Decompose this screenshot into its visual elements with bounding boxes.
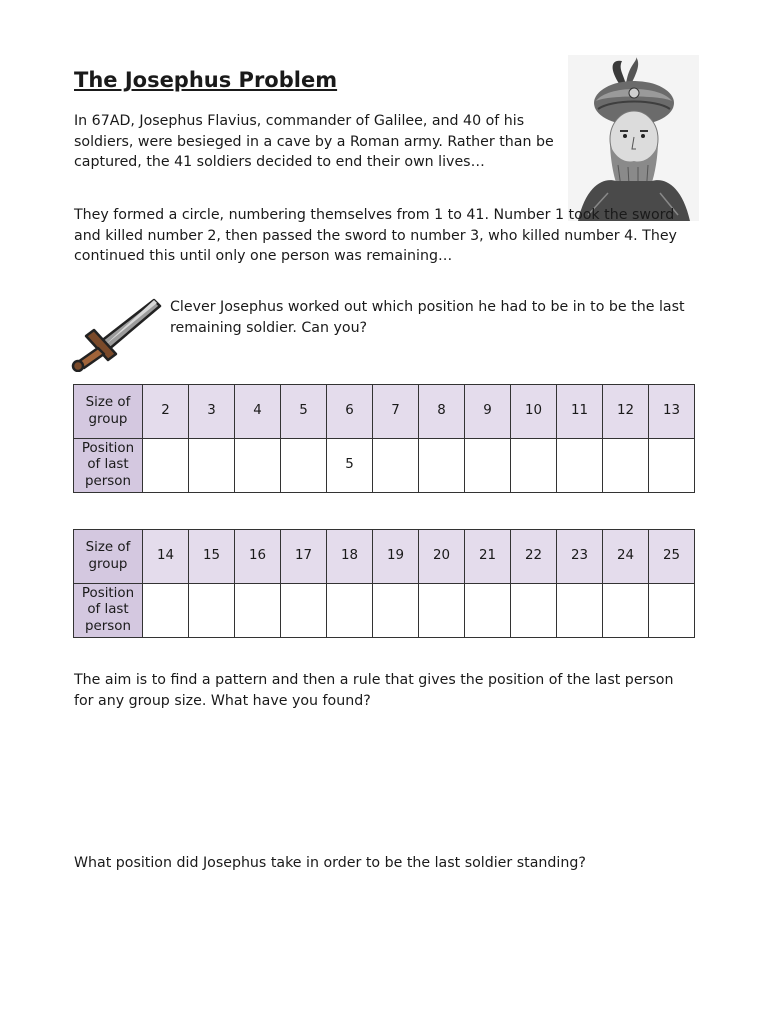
position-row xyxy=(74,439,695,493)
position-cell[interactable] xyxy=(465,439,511,493)
aim-paragraph: The aim is to find a pattern and then a rule that gives the position of the last person for any group size. What have you found? xyxy=(74,672,674,709)
position-cell[interactable] xyxy=(511,439,557,493)
page-title: The Josephus Problem xyxy=(74,68,338,92)
position-cell[interactable] xyxy=(419,439,465,493)
size-cell: 5 xyxy=(281,385,327,439)
position-cell[interactable]: 5 xyxy=(327,439,373,493)
size-row xyxy=(74,385,695,439)
position-cell[interactable] xyxy=(327,584,373,638)
size-cell: 11 xyxy=(557,385,603,439)
position-cell[interactable] xyxy=(557,584,603,638)
position-cell[interactable] xyxy=(557,439,603,493)
size-header: Size of group xyxy=(74,530,143,584)
size-cell: 13 xyxy=(649,385,695,439)
size-cell: 19 xyxy=(373,530,419,584)
size-cell: 14 xyxy=(143,530,189,584)
position-cell[interactable] xyxy=(603,584,649,638)
size-cell: 12 xyxy=(603,385,649,439)
rules-paragraph: They formed a circle, numbering themselves from 1 to 41. Number 1 took the sword and killed number 2, then passed the sword to number 3, who killed number 4. They continued this until only one person was remaining… xyxy=(74,207,677,265)
size-cell: 22 xyxy=(511,530,557,584)
size-cell: 9 xyxy=(465,385,511,439)
size-cell: 18 xyxy=(327,530,373,584)
position-cell[interactable] xyxy=(235,584,281,638)
position-header: Position of last person xyxy=(74,584,143,638)
position-cell[interactable] xyxy=(189,439,235,493)
josephus-table-1 xyxy=(73,384,695,493)
size-cell: 23 xyxy=(557,530,603,584)
position-cell[interactable] xyxy=(143,584,189,638)
size-cell: 20 xyxy=(419,530,465,584)
size-cell: 4 xyxy=(235,385,281,439)
position-cell[interactable] xyxy=(281,584,327,638)
position-cell[interactable] xyxy=(511,584,557,638)
position-cell[interactable] xyxy=(373,439,419,493)
size-header: Size of group xyxy=(74,385,143,439)
position-cell[interactable] xyxy=(235,439,281,493)
size-cell: 8 xyxy=(419,385,465,439)
challenge-paragraph: Clever Josephus worked out which position he had to be in to be the last remaining soldier. Can you? xyxy=(170,299,685,336)
size-cell: 25 xyxy=(649,530,695,584)
size-cell: 7 xyxy=(373,385,419,439)
josephus-portrait-icon xyxy=(568,55,699,221)
question-paragraph: What position did Josephus take in order to be the last soldier standing? xyxy=(74,855,586,871)
size-cell: 24 xyxy=(603,530,649,584)
position-cell[interactable] xyxy=(419,584,465,638)
size-cell: 17 xyxy=(281,530,327,584)
size-row xyxy=(74,530,695,584)
position-cell[interactable] xyxy=(373,584,419,638)
position-row xyxy=(74,584,695,638)
size-cell: 21 xyxy=(465,530,511,584)
position-cell[interactable] xyxy=(465,584,511,638)
sword-icon xyxy=(70,296,162,372)
size-cell: 15 xyxy=(189,530,235,584)
size-cell: 2 xyxy=(143,385,189,439)
size-cell: 16 xyxy=(235,530,281,584)
position-cell[interactable] xyxy=(649,439,695,493)
position-cell[interactable] xyxy=(603,439,649,493)
position-cell[interactable] xyxy=(189,584,235,638)
position-cell[interactable] xyxy=(143,439,189,493)
position-cell[interactable] xyxy=(281,439,327,493)
josephus-table-2 xyxy=(73,529,695,638)
size-cell: 6 xyxy=(327,385,373,439)
position-cell[interactable] xyxy=(649,584,695,638)
size-cell: 10 xyxy=(511,385,557,439)
intro-paragraph: In 67AD, Josephus Flavius, commander of Galilee, and 40 of his soldiers, were besieged in a cave by a Roman army. Rather than be captured, the 41 soldiers decided to end their own lives… xyxy=(74,113,554,171)
position-header: Position of last person xyxy=(74,439,143,493)
size-cell: 3 xyxy=(189,385,235,439)
